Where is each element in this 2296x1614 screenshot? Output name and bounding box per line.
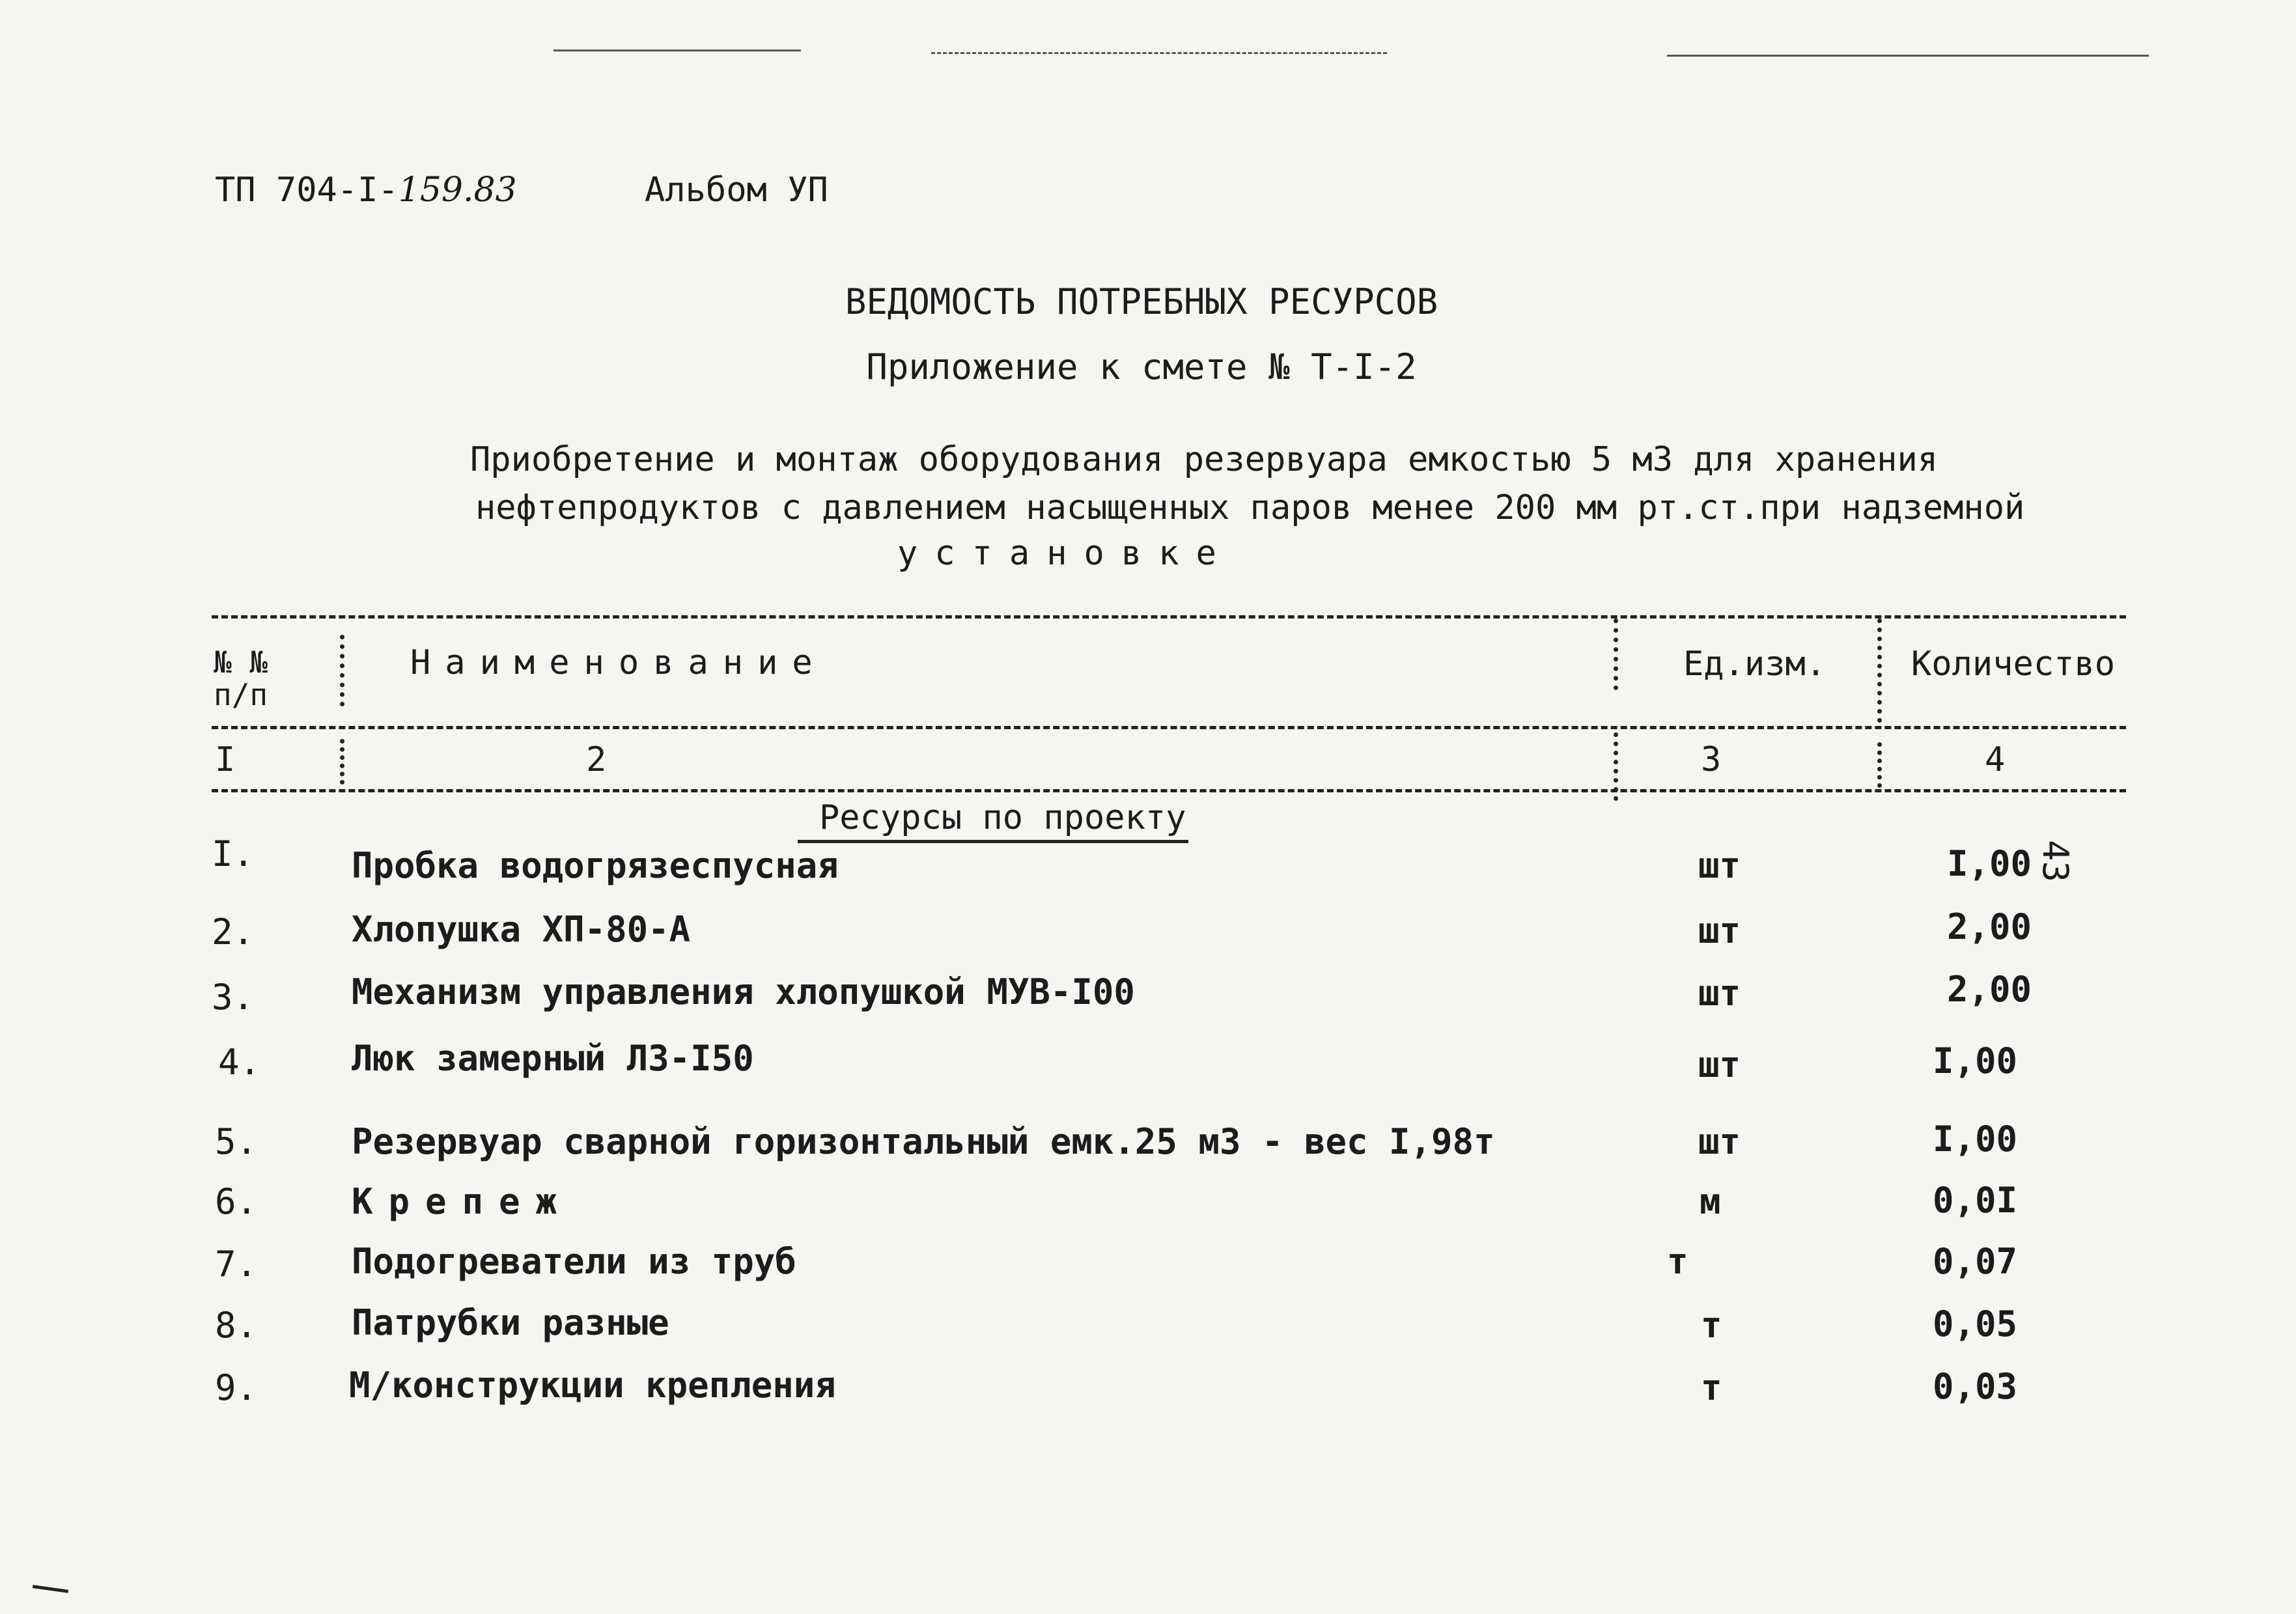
album-label: Альбом УП [645,171,828,210]
header-num-2: п/п [214,677,268,712]
row-number: 3. [212,977,255,1018]
table-top-rule [212,615,2126,619]
section-heading: Ресурсы по проекту [819,798,1186,837]
table-header-rule [212,726,2126,729]
row-number: I. [212,833,255,874]
row-number: 5. [215,1121,258,1162]
row-qty: 0,0I [1933,1180,2018,1221]
row-qty: 2,00 [1947,906,2032,947]
row-unit: шт [1698,973,1741,1014]
row-unit: м [1700,1181,1721,1222]
row-qty: 0,03 [1933,1366,2018,1407]
row-number: 9. [215,1367,258,1408]
page-subtitle: Приложение к смете № Т-I-2 [866,346,1417,387]
row-unit: т [1701,1305,1722,1346]
row-unit: т [1701,1367,1722,1408]
row-qty: 2,00 [1947,969,2032,1010]
document-code-prefix: ТП 704-I- [215,171,399,210]
col-number-4: 4 [1985,740,2006,779]
page-number: 43 [2035,840,2076,883]
row-number: 6. [215,1181,258,1222]
column-separator [1614,619,1618,690]
row-name: Механизм управления хлопушкой МУВ-I00 [352,971,1135,1012]
col-number-2: 2 [586,740,607,779]
document-code-handwritten: 159.83 [398,171,517,210]
row-name: Хлопушка ХП-80-А [352,909,691,950]
column-separator [1614,732,1618,801]
row-name: Пробка водогрязеспусная [352,845,839,886]
column-separator [1877,619,1882,723]
row-unit: шт [1698,910,1741,951]
row-qty: I,00 [1933,1119,2018,1160]
row-name: Патрубки разные [352,1302,669,1343]
row-qty: I,00 [1947,843,2032,884]
section-underline [798,840,1188,843]
row-unit: шт [1698,1121,1741,1162]
row-number: 2. [212,911,255,953]
scan-line [553,49,801,51]
document-code [215,171,517,210]
row-name: Люк замерный ЛЗ-I50 [352,1038,754,1079]
row-name: Крепеж [352,1181,573,1222]
col-number-1: I [215,740,236,779]
row-qty: 0,07 [1933,1241,2018,1282]
row-qty: I,00 [1933,1040,2018,1081]
row-unit: шт [1698,845,1741,886]
row-unit: т [1667,1241,1688,1282]
row-unit: шт [1698,1044,1741,1085]
description-line-2: нефтепродуктов с давлением насыщенных паров менее 200 мм рт.ст.при надземной [475,488,2025,527]
row-qty: 0,05 [1933,1303,2018,1344]
description-line-3: установке [897,534,1233,573]
header-qty: Количество [1911,645,2116,684]
row-number: 7. [215,1244,258,1285]
row-name: М/конструкции крепления [349,1365,836,1406]
scan-line [931,52,1387,54]
row-number: 4. [218,1042,261,1083]
row-number: 8. [215,1305,258,1346]
row-name: Подогреватели из труб [352,1241,796,1282]
header-name: Наименование [410,643,827,682]
header-num: № № [214,645,268,680]
page-title: ВЕДОМОСТЬ ПОТРЕБНЫХ РЕСУРСОВ [845,281,1438,322]
description-line-1: Приобретение и монтаж оборудования резервуара емкостью 5 м3 для хранения [470,440,1939,479]
table-colnum-rule [212,789,2126,792]
row-name: Резервуар сварной горизонтальный емк.25 м3 - вес I,98т [352,1121,1495,1162]
scan-mark [33,1585,68,1593]
column-separator [340,739,344,785]
scan-line [1667,55,2149,57]
header-unit: Ед.изм. [1683,645,1827,684]
col-number-3: 3 [1701,740,1722,779]
column-separator [340,635,344,706]
column-separator [1877,742,1882,788]
